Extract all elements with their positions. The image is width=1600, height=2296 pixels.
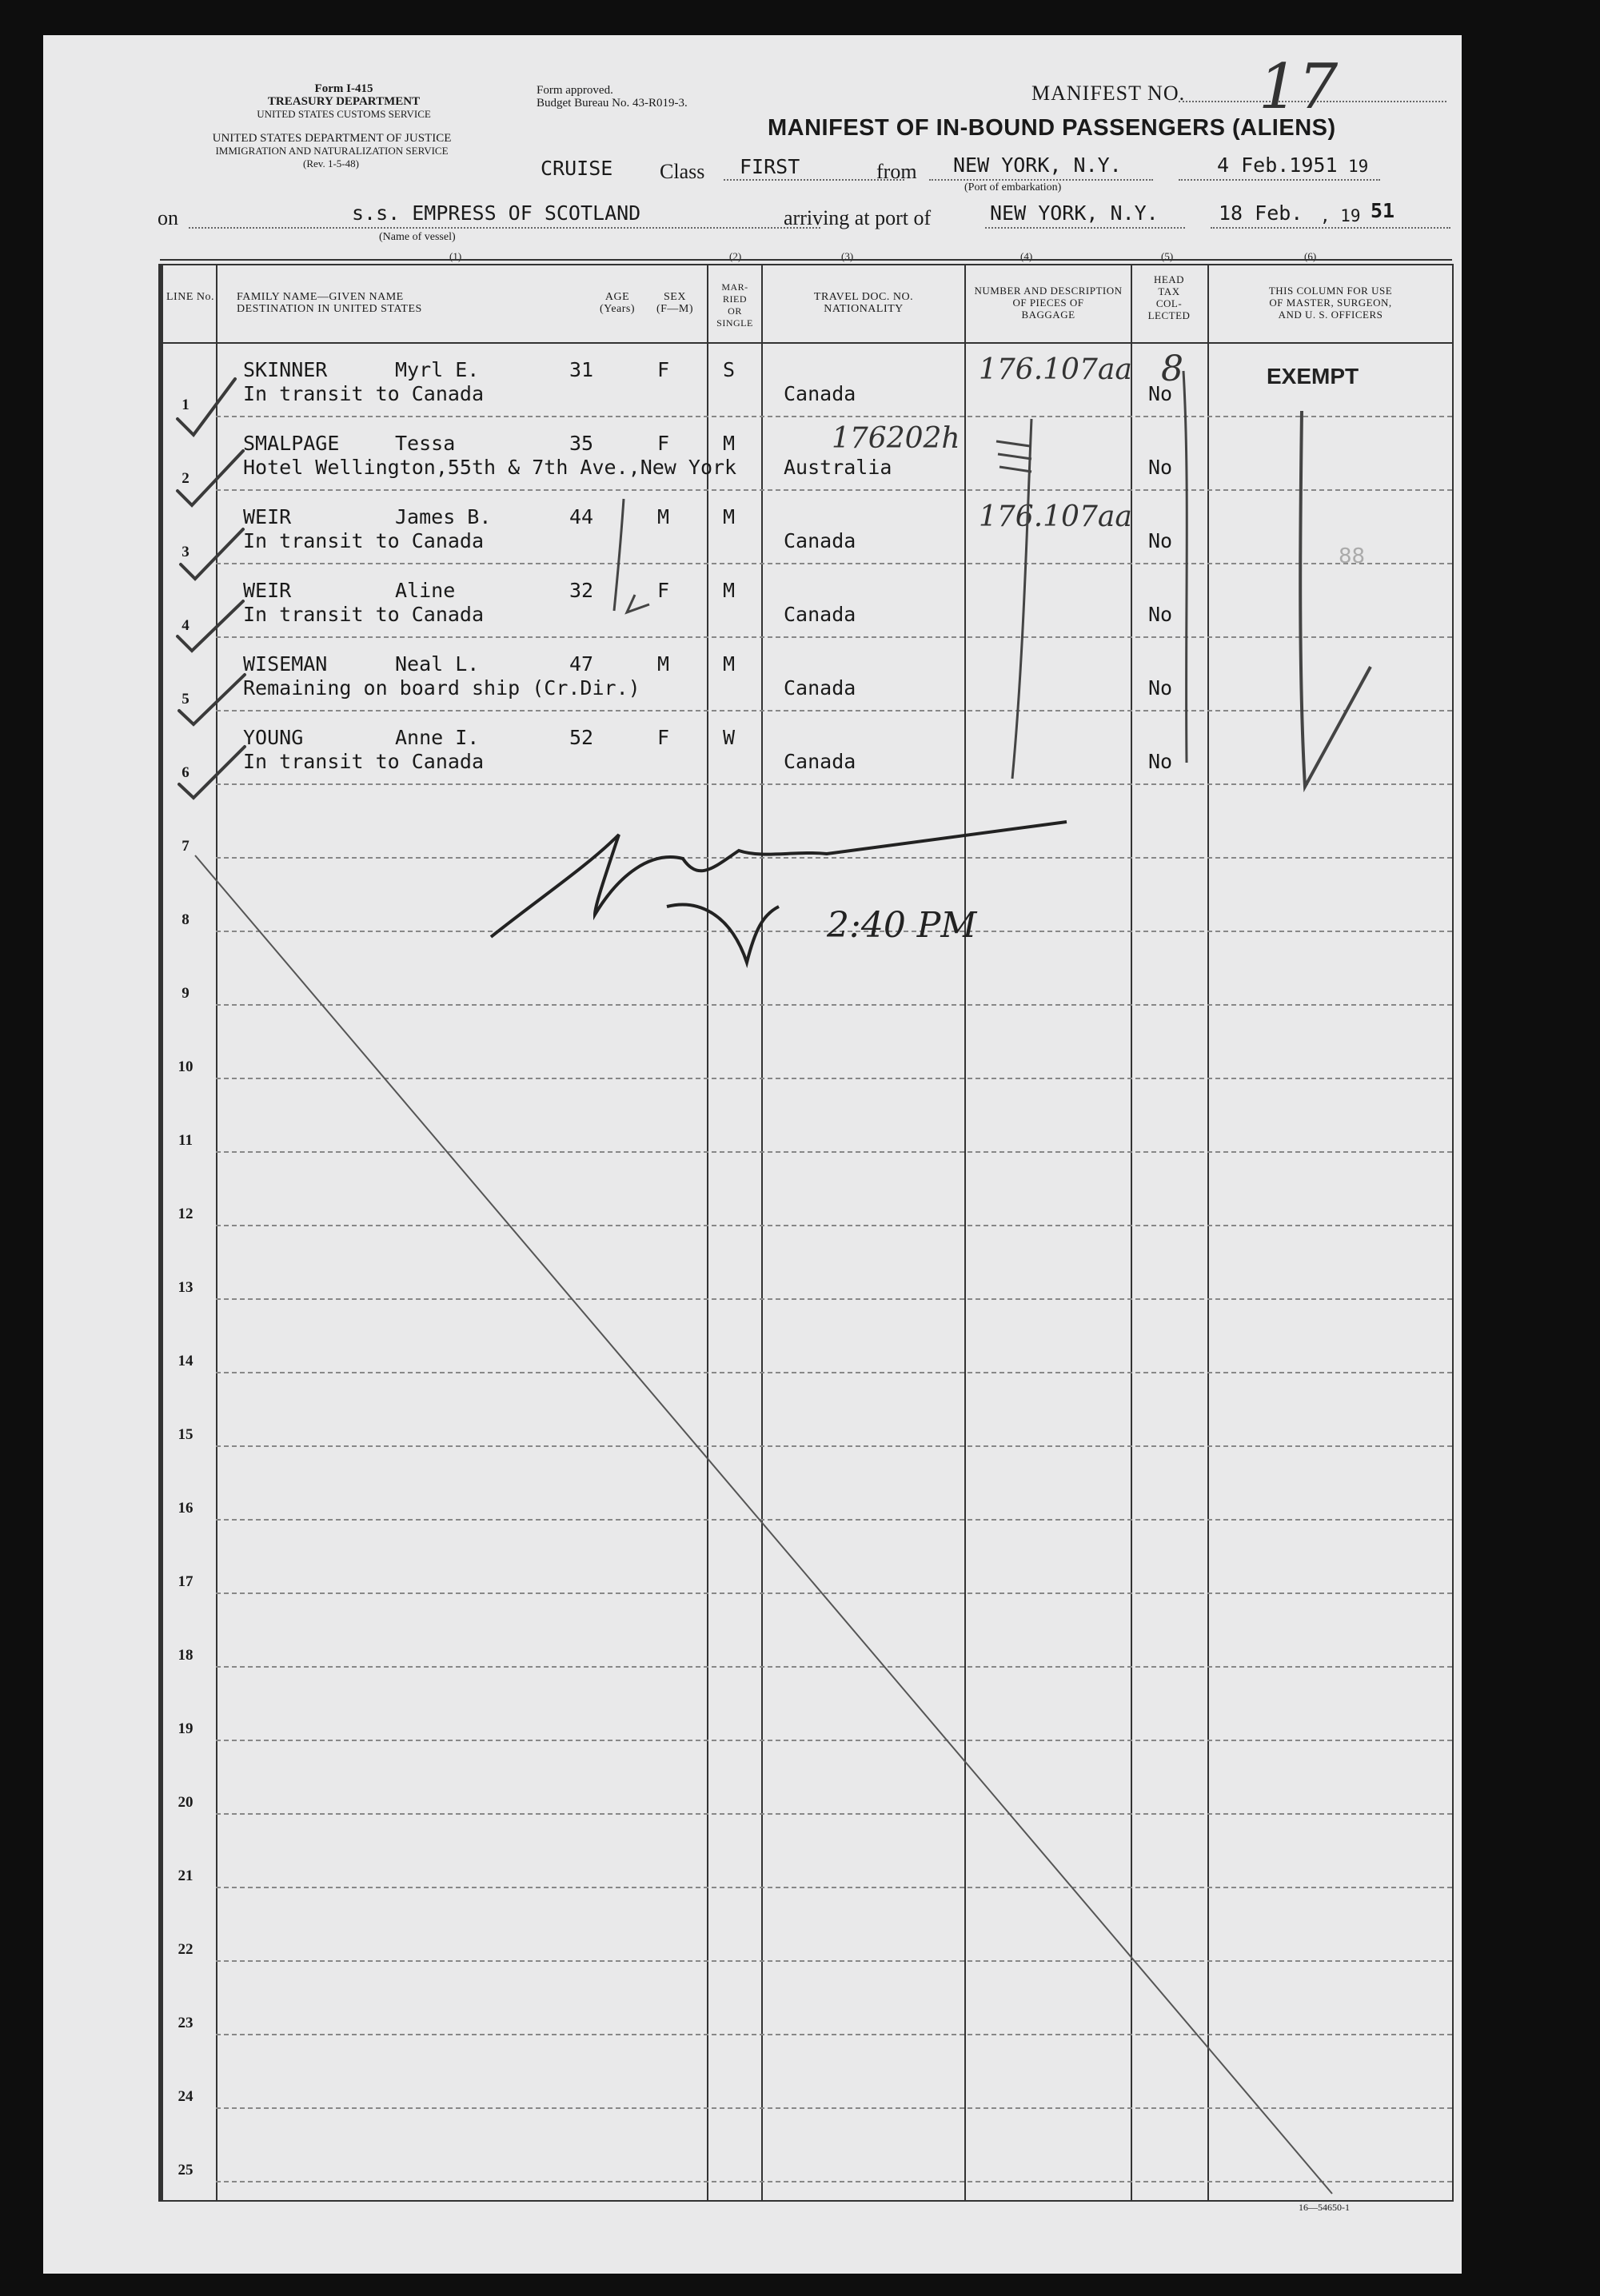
passenger-given-name: Aline <box>395 579 456 602</box>
departure-date: 4 Feb.1951 <box>1217 153 1338 177</box>
from-label: from <box>876 160 917 183</box>
line-number: 7 <box>182 838 190 855</box>
line-number: 11 <box>178 1132 193 1149</box>
officers-arrow <box>1300 411 1371 787</box>
arriving-label: arriving at port of <box>784 206 932 229</box>
manifest-title: MANIFEST OF IN-BOUND PASSENGERS (ALIENS) <box>768 115 1336 141</box>
signature-scrawl <box>491 822 1067 937</box>
passenger-nationality: Australia <box>784 456 892 479</box>
exempt-stamp: EXEMPT <box>1267 364 1359 389</box>
passenger-marital-status: S <box>723 358 736 381</box>
check-mark <box>178 601 243 651</box>
passenger-given-name: James B. <box>395 505 492 528</box>
passenger-marital-status: M <box>723 652 736 676</box>
line-number: 4 <box>182 617 190 634</box>
header-name: FAMILY NAME—GIVEN NAME DESTINATION IN UNITED STATES <box>237 291 422 315</box>
signature-time: 2:40 PM <box>827 905 977 946</box>
line-number: 21 <box>178 1867 194 1884</box>
line-number: 24 <box>178 2088 194 2105</box>
departure-year-prefix: 19 <box>1348 157 1369 176</box>
passenger-given-name: Myrl E. <box>395 358 480 381</box>
passenger-family-name: WISEMAN <box>243 652 328 676</box>
passenger-sex: F <box>657 358 670 381</box>
line-number: 18 <box>178 1647 194 1664</box>
revision: (Rev. 1-5-48) <box>303 157 359 169</box>
passenger-family-name: WEIR <box>243 579 292 602</box>
passenger-family-name: YOUNG <box>243 726 304 749</box>
cruise-label: CRUISE <box>541 157 613 180</box>
passenger-family-name: WEIR <box>243 505 292 528</box>
passenger-age: 52 <box>569 726 594 749</box>
passenger-family-name: SMALPAGE <box>243 432 340 455</box>
line-number: 14 <box>178 1353 194 1369</box>
line-number: 1 <box>182 397 190 413</box>
passenger-nationality: Canada <box>784 676 856 700</box>
passenger-head-tax: No <box>1148 529 1173 552</box>
passenger-age: 35 <box>569 432 594 455</box>
customs-service: UNITED STATES CUSTOMS SERVICE <box>257 108 431 120</box>
headtax-vertical-line <box>1183 371 1187 763</box>
signature-initial <box>667 905 779 963</box>
check-mark <box>179 747 245 798</box>
passenger-nationality: Canada <box>784 603 856 626</box>
class-label: Class <box>660 160 705 183</box>
passenger-head-tax: No <box>1148 456 1173 479</box>
treasury-dept: TREASURY DEPARTMENT <box>267 95 421 108</box>
column-number: (5) <box>1161 250 1174 262</box>
line-number: 15 <box>178 1426 194 1443</box>
justice-dept: UNITED STATES DEPARTMENT OF JUSTICE <box>212 132 452 145</box>
line-number: 8 <box>182 911 190 928</box>
arrival-date: 18 Feb. <box>1219 201 1303 225</box>
port-embarkation-sub: (Port of embarkation) <box>964 181 1062 193</box>
line-number: 23 <box>178 2015 194 2031</box>
passenger-age: 32 <box>569 579 594 602</box>
column-number: (1) <box>449 250 462 262</box>
column-number: (2) <box>729 250 742 262</box>
passenger-nationality: Canada <box>784 750 856 773</box>
passenger-age: 31 <box>569 358 594 381</box>
passenger-age: 47 <box>569 652 594 676</box>
passenger-given-name: Tessa <box>395 432 456 455</box>
manifest-page <box>43 35 1462 2274</box>
header-line-no: LINE No. <box>166 291 214 303</box>
vessel-name: s.s. EMPRESS OF SCOTLAND <box>352 201 641 225</box>
baggage-scribble <box>996 441 1031 472</box>
header-travel-doc: TRAVEL DOC. NO. NATIONALITY <box>813 291 914 315</box>
header-baggage: NUMBER AND DESCRIPTION OF PIECES OF BAGGAGE <box>974 285 1123 321</box>
passenger-nationality: Canada <box>784 529 856 552</box>
passenger-sex: F <box>657 726 670 749</box>
passenger-baggage: 176.107aa <box>979 500 1132 533</box>
diagonal-cancel-line <box>195 855 1332 2194</box>
from-value: NEW YORK, N.Y. <box>953 153 1122 177</box>
line-number: 10 <box>178 1058 194 1075</box>
passenger-sex: M <box>657 505 670 528</box>
on-label: on <box>158 206 178 229</box>
passenger-destination: In transit to Canada <box>243 382 485 405</box>
check-mark <box>178 379 235 435</box>
passenger-destination: In transit to Canada <box>243 750 485 773</box>
header-head-tax: HEAD TAX COL- LECTED <box>1147 273 1191 321</box>
header-officers: THIS COLUMN FOR USE OF MASTER, SURGEON, AND U. S. OFFICERS <box>1268 285 1393 321</box>
passenger-family-name: SKINNER <box>243 358 328 381</box>
line-number: 13 <box>178 1279 194 1296</box>
column-number: (4) <box>1020 250 1033 262</box>
passenger-sex: F <box>657 432 670 455</box>
passenger-baggage: 176.107aa <box>979 353 1132 386</box>
line-number: 20 <box>178 1794 194 1811</box>
passenger-sex: M <box>657 652 670 676</box>
passenger-destination: In transit to Canada <box>243 529 485 552</box>
passenger-given-name: Neal L. <box>395 652 480 676</box>
form-footer-code: 16—54650-1 <box>1299 2202 1350 2213</box>
line-number: 9 <box>182 985 190 1002</box>
line-number: 17 <box>178 1573 194 1590</box>
line-number: 16 <box>178 1500 194 1517</box>
line-number: 2 <box>182 470 190 487</box>
ins-service: IMMIGRATION AND NATURALIZATION SERVICE <box>215 145 449 157</box>
handwriting-overlay <box>43 35 1462 2274</box>
vessel-sub: (Name of vessel) <box>379 231 456 243</box>
form-number: Form I-415 <box>314 82 373 95</box>
passenger-sex: F <box>657 579 670 602</box>
passenger-marital-status: M <box>723 579 736 602</box>
passenger-marital-status: W <box>723 726 736 749</box>
column-number: (6) <box>1304 250 1317 262</box>
line-number: 6 <box>182 764 190 781</box>
arrival-port: NEW YORK, N.Y. <box>990 201 1159 225</box>
passenger-age: 44 <box>569 505 594 528</box>
passenger-marital-status: M <box>723 432 736 455</box>
passenger-head-tax: No <box>1148 382 1173 405</box>
line-number: 25 <box>178 2162 194 2178</box>
check-mark <box>178 451 243 505</box>
passenger-head-tax: No <box>1148 603 1173 626</box>
check-mark <box>181 529 243 579</box>
baggage-brace-line <box>1012 419 1031 779</box>
header-sex: SEX (F—M) <box>656 291 694 315</box>
form-approved: Form approved. <box>537 84 613 97</box>
passenger-destination: Hotel Wellington,55th & 7th Ave.,New York <box>243 456 737 479</box>
faint-pencil-mark: 88 <box>1339 544 1366 568</box>
age-brace-line <box>614 499 649 612</box>
manifest-no-label: MANIFEST NO. <box>1031 82 1186 105</box>
line-number: 5 <box>182 691 190 708</box>
passenger-marital-status: M <box>723 505 736 528</box>
passenger-nationality: Canada <box>784 382 856 405</box>
line-number: 12 <box>178 1206 194 1222</box>
passenger-destination: In transit to Canada <box>243 603 485 626</box>
manifest-number: 17 <box>1259 51 1339 123</box>
header-married: MAR- RIED OR SINGLE <box>716 281 753 329</box>
headtax-figure-eight: 8 <box>1161 349 1183 389</box>
budget-bureau: Budget Bureau No. 43-R019-3. <box>537 97 688 110</box>
passenger-given-name: Anne I. <box>395 726 480 749</box>
arrival-year: 51 <box>1371 199 1395 222</box>
passenger-destination: Remaining on board ship (Cr.Dir.) <box>243 676 640 700</box>
line-number: 19 <box>178 1720 194 1737</box>
line-number: 3 <box>182 544 190 560</box>
column-number: (3) <box>841 250 854 262</box>
line-number: 22 <box>178 1941 194 1958</box>
passenger-head-tax: No <box>1148 750 1173 773</box>
check-mark <box>179 675 245 724</box>
header-age: AGE (Years) <box>599 291 636 315</box>
class-value: FIRST <box>740 155 800 178</box>
passenger-travel-doc: 176202h <box>832 422 960 455</box>
arrival-year-prefix: , 19 <box>1320 206 1361 225</box>
passenger-head-tax: No <box>1148 676 1173 700</box>
